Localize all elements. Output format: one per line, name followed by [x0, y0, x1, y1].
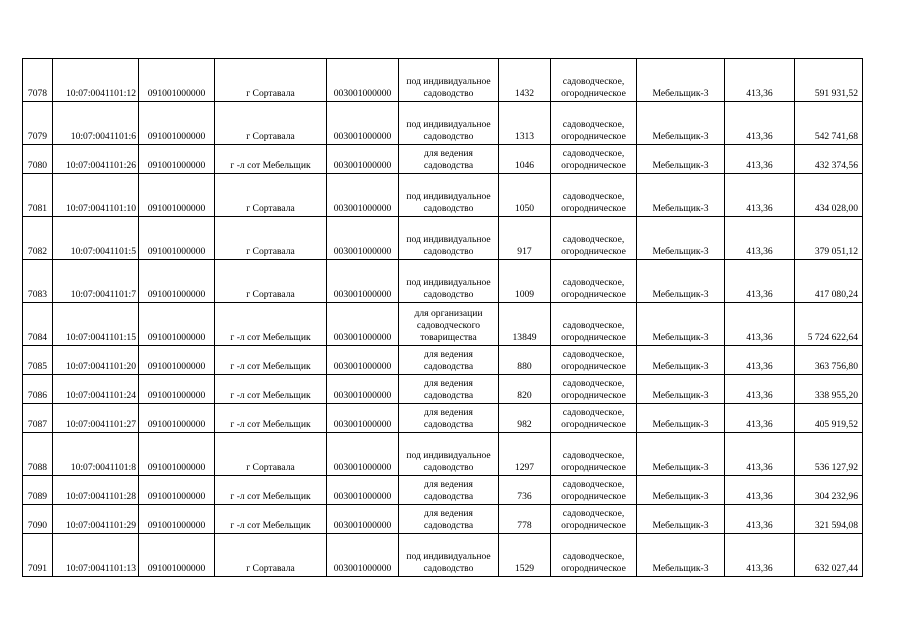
- permitted-use-line: садоводства: [423, 390, 474, 401]
- association-name-cell: Мебельщик-3: [637, 174, 725, 217]
- area-cell: 1046: [499, 145, 551, 174]
- location-cell: г Сортавала: [215, 59, 327, 102]
- area-cell: 1529: [499, 534, 551, 577]
- permitted-use-cell: [399, 217, 499, 260]
- specific-value-cell: 413,36: [725, 217, 795, 260]
- association-name-cell: Мебельщик-3: [637, 375, 725, 404]
- permitted-use-line: садоводство: [423, 563, 474, 574]
- permitted-use-line: садоводства: [423, 419, 474, 430]
- cadastral-value-cell: 417 080,24: [795, 260, 863, 303]
- oktmo-code-cell: 003001000000: [327, 505, 399, 534]
- location-cell: г Сортавала: [215, 433, 327, 476]
- specific-value-cell: 413,36: [725, 404, 795, 433]
- cadastral-number-cell: 10:07:0041101:29: [53, 505, 139, 534]
- oktmo-code-cell: 003001000000: [327, 476, 399, 505]
- table-row: [23, 505, 863, 534]
- permitted-use-line: под индивидуальное: [406, 234, 491, 245]
- table-row: [23, 375, 863, 404]
- cadastral-number-cell: 10:07:0041101:12: [53, 59, 139, 102]
- location-cell: г -л сот Мебельщик: [215, 375, 327, 404]
- land-category-cell: [551, 534, 637, 577]
- permitted-use-cell: [399, 174, 499, 217]
- area-cell: 13849: [499, 303, 551, 346]
- association-name-cell: Мебельщик-3: [637, 476, 725, 505]
- land-category-cell: [551, 174, 637, 217]
- location-cell: г Сортавала: [215, 534, 327, 577]
- okato-code-cell: 091001000000: [139, 59, 215, 102]
- specific-value-cell: 413,36: [725, 59, 795, 102]
- permitted-use-cell: [399, 59, 499, 102]
- okato-code-cell: 091001000000: [139, 375, 215, 404]
- cadastral-number-cell: 10:07:0041101:7: [53, 260, 139, 303]
- association-name-cell: Мебельщик-3: [637, 260, 725, 303]
- association-name-cell: Мебельщик-3: [637, 303, 725, 346]
- land-category-cell: [551, 217, 637, 260]
- oktmo-code-cell: 003001000000: [327, 59, 399, 102]
- cadastral-number-cell: 10:07:0041101:15: [53, 303, 139, 346]
- table-row: [23, 59, 863, 102]
- permitted-use-line: под индивидуальное: [406, 551, 491, 562]
- cadastral-number-cell: 10:07:0041101:5: [53, 217, 139, 260]
- permitted-use-line: для ведения: [424, 407, 473, 418]
- cadastral-value-cell: 536 127,92: [795, 433, 863, 476]
- okato-code-cell: 091001000000: [139, 102, 215, 145]
- permitted-use-line: для ведения: [424, 148, 473, 159]
- permitted-use-line: под индивидуальное: [406, 277, 491, 288]
- specific-value-cell: 413,36: [725, 260, 795, 303]
- row-number-cell: 7085: [23, 346, 53, 375]
- permitted-use-line: садоводства: [423, 520, 474, 531]
- row-number-cell: 7079: [23, 102, 53, 145]
- land-category-line: садоводческое,: [562, 508, 625, 519]
- land-category-line: огородническое: [561, 419, 626, 430]
- permitted-use-line: под индивидуальное: [406, 76, 491, 87]
- okato-code-cell: 091001000000: [139, 476, 215, 505]
- permitted-use-line: для организации: [414, 308, 483, 319]
- land-category-line: огородническое: [561, 332, 626, 343]
- permitted-use-line: садоводства: [423, 361, 474, 372]
- location-cell: г -л сот Мебельщик: [215, 476, 327, 505]
- permitted-use-cell: [399, 346, 499, 375]
- oktmo-code-cell: 003001000000: [327, 260, 399, 303]
- cadastral-value-cell: 5 724 622,64: [795, 303, 863, 346]
- table-row: [23, 145, 863, 174]
- association-name-cell: Мебельщик-3: [637, 534, 725, 577]
- cadastral-number-cell: 10:07:0041101:26: [53, 145, 139, 174]
- row-number-cell: 7078: [23, 59, 53, 102]
- land-category-line: садоводческое,: [562, 378, 625, 389]
- land-category-line: огородническое: [561, 131, 626, 142]
- land-category-line: садоводческое,: [562, 320, 625, 331]
- location-cell: г -л сот Мебельщик: [215, 404, 327, 433]
- okato-code-cell: 091001000000: [139, 260, 215, 303]
- cadastral-value-cell: 338 955,20: [795, 375, 863, 404]
- specific-value-cell: 413,36: [725, 102, 795, 145]
- row-number-cell: 7086: [23, 375, 53, 404]
- permitted-use-cell: [399, 375, 499, 404]
- land-category-cell: [551, 433, 637, 476]
- area-cell: 778: [499, 505, 551, 534]
- row-number-cell: 7080: [23, 145, 53, 174]
- cadastral-value-cell: 405 919,52: [795, 404, 863, 433]
- table-row: [23, 404, 863, 433]
- cadastral-number-cell: 10:07:0041101:13: [53, 534, 139, 577]
- specific-value-cell: 413,36: [725, 505, 795, 534]
- land-category-line: огородническое: [561, 160, 626, 171]
- permitted-use-line: для ведения: [424, 349, 473, 360]
- table-row: [23, 476, 863, 505]
- permitted-use-line: садоводческого: [416, 320, 481, 331]
- cadastral-value-cell: 379 051,12: [795, 217, 863, 260]
- land-category-cell: [551, 476, 637, 505]
- specific-value-cell: 413,36: [725, 534, 795, 577]
- permitted-use-line: садоводство: [423, 131, 474, 142]
- location-cell: г -л сот Мебельщик: [215, 346, 327, 375]
- association-name-cell: Мебельщик-3: [637, 217, 725, 260]
- land-category-line: огородническое: [561, 462, 626, 473]
- table-row: [23, 433, 863, 476]
- oktmo-code-cell: 003001000000: [327, 534, 399, 577]
- land-category-line: огородническое: [561, 289, 626, 300]
- okato-code-cell: 091001000000: [139, 404, 215, 433]
- cadastral-value-cell: 632 027,44: [795, 534, 863, 577]
- cadastral-number-cell: 10:07:0041101:24: [53, 375, 139, 404]
- land-category-line: садоводческое,: [562, 277, 625, 288]
- land-category-cell: [551, 102, 637, 145]
- oktmo-code-cell: 003001000000: [327, 433, 399, 476]
- row-number-cell: 7081: [23, 174, 53, 217]
- area-cell: 1050: [499, 174, 551, 217]
- cadastral-number-cell: 10:07:0041101:27: [53, 404, 139, 433]
- land-category-line: огородническое: [561, 520, 626, 531]
- permitted-use-line: садоводство: [423, 88, 474, 99]
- permitted-use-line: под индивидуальное: [406, 119, 491, 130]
- land-category-cell: [551, 404, 637, 433]
- okato-code-cell: 091001000000: [139, 505, 215, 534]
- land-category-cell: [551, 303, 637, 346]
- oktmo-code-cell: 003001000000: [327, 145, 399, 174]
- cadastral-value-cell: 321 594,08: [795, 505, 863, 534]
- area-cell: 1313: [499, 102, 551, 145]
- permitted-use-line: садоводство: [423, 289, 474, 300]
- permitted-use-line: под индивидуальное: [406, 450, 491, 461]
- permitted-use-line: садоводство: [423, 246, 474, 257]
- cadastral-number-cell: 10:07:0041101:8: [53, 433, 139, 476]
- table-row: [23, 346, 863, 375]
- land-category-line: садоводческое,: [562, 119, 625, 130]
- okato-code-cell: 091001000000: [139, 433, 215, 476]
- specific-value-cell: 413,36: [725, 346, 795, 375]
- permitted-use-cell: [399, 476, 499, 505]
- location-cell: г -л сот Мебельщик: [215, 303, 327, 346]
- permitted-use-cell: [399, 404, 499, 433]
- association-name-cell: Мебельщик-3: [637, 404, 725, 433]
- permitted-use-line: садоводства: [423, 160, 474, 171]
- location-cell: г Сортавала: [215, 102, 327, 145]
- permitted-use-line: под индивидуальное: [406, 191, 491, 202]
- table-row: [23, 217, 863, 260]
- land-category-line: садоводческое,: [562, 234, 625, 245]
- cadastral-value-cell: 591 931,52: [795, 59, 863, 102]
- land-category-cell: [551, 505, 637, 534]
- table-row: [23, 102, 863, 145]
- permitted-use-line: товарищества: [420, 332, 477, 343]
- specific-value-cell: 413,36: [725, 174, 795, 217]
- table-row: [23, 534, 863, 577]
- permitted-use-line: садоводство: [423, 203, 474, 214]
- land-category-line: огородническое: [561, 88, 626, 99]
- oktmo-code-cell: 003001000000: [327, 217, 399, 260]
- land-category-line: садоводческое,: [562, 148, 625, 159]
- row-number-cell: 7088: [23, 433, 53, 476]
- cadastral-number-cell: 10:07:0041101:28: [53, 476, 139, 505]
- permitted-use-cell: [399, 534, 499, 577]
- table-row: [23, 174, 863, 217]
- area-cell: 820: [499, 375, 551, 404]
- oktmo-code-cell: 003001000000: [327, 346, 399, 375]
- association-name-cell: Мебельщик-3: [637, 145, 725, 174]
- permitted-use-line: для ведения: [424, 479, 473, 490]
- location-cell: г Сортавала: [215, 260, 327, 303]
- land-category-cell: [551, 375, 637, 404]
- location-cell: г -л сот Мебельщик: [215, 145, 327, 174]
- land-category-line: садоводческое,: [562, 479, 625, 490]
- land-category-cell: [551, 59, 637, 102]
- land-category-cell: [551, 260, 637, 303]
- location-cell: г Сортавала: [215, 217, 327, 260]
- permitted-use-cell: [399, 303, 499, 346]
- okato-code-cell: 091001000000: [139, 534, 215, 577]
- row-number-cell: 7087: [23, 404, 53, 433]
- table-body: [23, 59, 863, 577]
- oktmo-code-cell: 003001000000: [327, 404, 399, 433]
- specific-value-cell: 413,36: [725, 375, 795, 404]
- okato-code-cell: 091001000000: [139, 174, 215, 217]
- land-category-line: садоводческое,: [562, 551, 625, 562]
- specific-value-cell: 413,36: [725, 433, 795, 476]
- permitted-use-line: садоводство: [423, 462, 474, 473]
- okato-code-cell: 091001000000: [139, 346, 215, 375]
- land-category-line: садоводческое,: [562, 76, 625, 87]
- row-number-cell: 7091: [23, 534, 53, 577]
- land-category-line: огородническое: [561, 361, 626, 372]
- area-cell: 917: [499, 217, 551, 260]
- land-category-line: огородническое: [561, 563, 626, 574]
- permitted-use-cell: [399, 102, 499, 145]
- land-category-line: огородническое: [561, 203, 626, 214]
- oktmo-code-cell: 003001000000: [327, 375, 399, 404]
- land-category-line: огородническое: [561, 390, 626, 401]
- cadastral-number-cell: 10:07:0041101:10: [53, 174, 139, 217]
- area-cell: 1009: [499, 260, 551, 303]
- specific-value-cell: 413,36: [725, 303, 795, 346]
- okato-code-cell: 091001000000: [139, 145, 215, 174]
- land-parcel-table: [22, 58, 863, 577]
- location-cell: г -л сот Мебельщик: [215, 505, 327, 534]
- permitted-use-line: для ведения: [424, 508, 473, 519]
- land-category-line: огородническое: [561, 491, 626, 502]
- cadastral-value-cell: 432 374,56: [795, 145, 863, 174]
- oktmo-code-cell: 003001000000: [327, 174, 399, 217]
- cadastral-value-cell: 304 232,96: [795, 476, 863, 505]
- area-cell: 1297: [499, 433, 551, 476]
- permitted-use-cell: [399, 260, 499, 303]
- association-name-cell: Мебельщик-3: [637, 102, 725, 145]
- association-name-cell: Мебельщик-3: [637, 433, 725, 476]
- table-row: [23, 303, 863, 346]
- permitted-use-cell: [399, 145, 499, 174]
- cadastral-value-cell: 363 756,80: [795, 346, 863, 375]
- association-name-cell: Мебельщик-3: [637, 346, 725, 375]
- cadastral-value-cell: 434 028,00: [795, 174, 863, 217]
- table-row: [23, 260, 863, 303]
- row-number-cell: 7084: [23, 303, 53, 346]
- area-cell: 880: [499, 346, 551, 375]
- specific-value-cell: 413,36: [725, 145, 795, 174]
- row-number-cell: 7082: [23, 217, 53, 260]
- cadastral-number-cell: 10:07:0041101:6: [53, 102, 139, 145]
- land-category-cell: [551, 346, 637, 375]
- land-category-line: садоводческое,: [562, 407, 625, 418]
- row-number-cell: 7090: [23, 505, 53, 534]
- okato-code-cell: 091001000000: [139, 303, 215, 346]
- row-number-cell: 7083: [23, 260, 53, 303]
- permitted-use-cell: [399, 505, 499, 534]
- okato-code-cell: 091001000000: [139, 217, 215, 260]
- cadastral-value-cell: 542 741,68: [795, 102, 863, 145]
- permitted-use-line: садоводства: [423, 491, 474, 502]
- oktmo-code-cell: 003001000000: [327, 102, 399, 145]
- specific-value-cell: 413,36: [725, 476, 795, 505]
- association-name-cell: Мебельщик-3: [637, 505, 725, 534]
- cadastral-number-cell: 10:07:0041101:20: [53, 346, 139, 375]
- land-category-line: огородническое: [561, 246, 626, 257]
- area-cell: 736: [499, 476, 551, 505]
- land-category-cell: [551, 145, 637, 174]
- permitted-use-cell: [399, 433, 499, 476]
- permitted-use-line: для ведения: [424, 378, 473, 389]
- area-cell: 982: [499, 404, 551, 433]
- location-cell: г Сортавала: [215, 174, 327, 217]
- association-name-cell: Мебельщик-3: [637, 59, 725, 102]
- row-number-cell: 7089: [23, 476, 53, 505]
- oktmo-code-cell: 003001000000: [327, 303, 399, 346]
- land-category-line: садоводческое,: [562, 191, 625, 202]
- land-category-line: садоводческое,: [562, 349, 625, 360]
- area-cell: 1432: [499, 59, 551, 102]
- land-category-line: садоводческое,: [562, 450, 625, 461]
